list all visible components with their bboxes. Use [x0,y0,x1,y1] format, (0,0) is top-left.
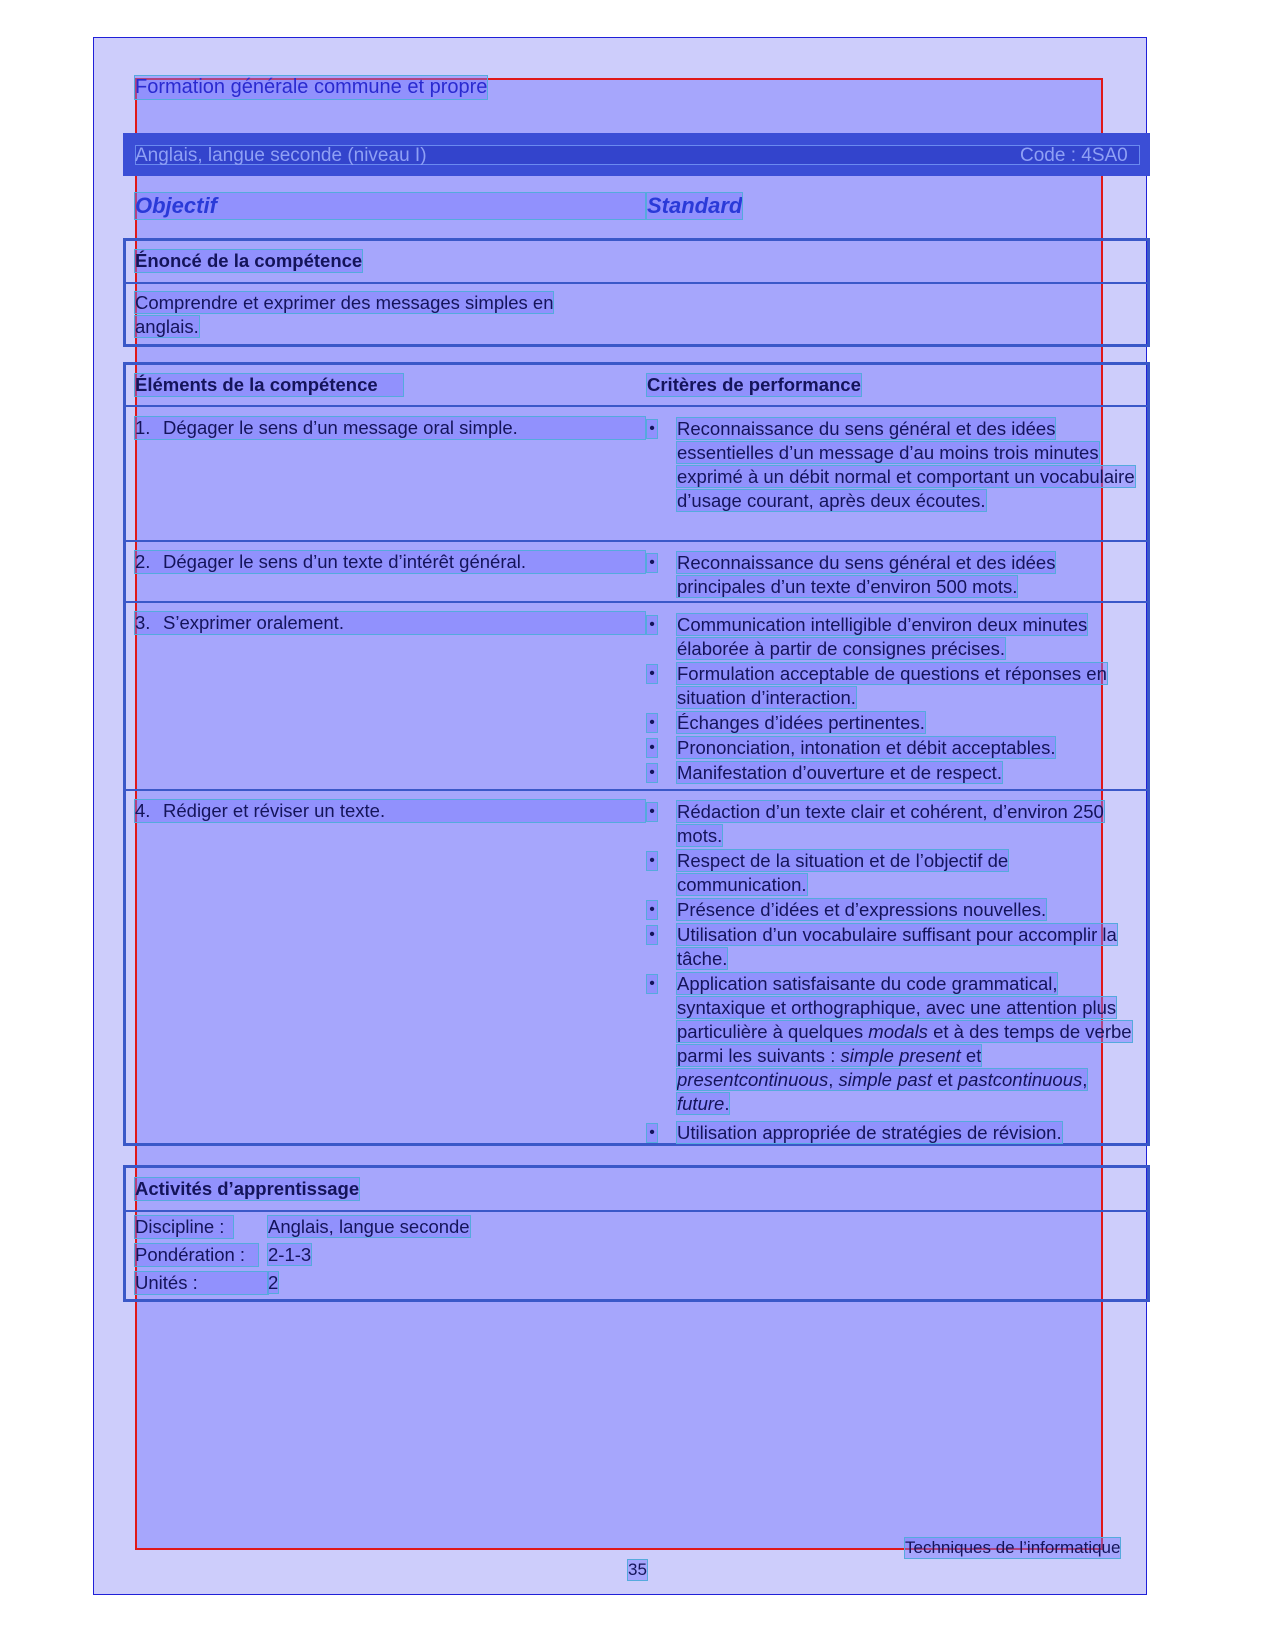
element-text [135,612,645,634]
criterion-text: Utilisation appropriée de stratégies de révision. [677,1122,1062,1143]
criterion-text: Application satisfaisante du code grammatical, syntaxique et orthographique, avec une attention plus particulière à quelques modals et à des temps de verbe parmi les suivants : simple present et presentcontinuous, simple past et pastcontinuous, future. [677,973,1132,1114]
criterion-item [677,613,1137,661]
element-number: 3. [135,612,151,633]
discipline-label: Discipline : [135,1216,233,1238]
bullet-icon: • [647,616,657,634]
competence-heading: Énoncé de la compétence [135,250,363,271]
table-header-separator [123,405,1150,407]
criterion-text: Échanges d’idées pertinentes. [677,712,925,733]
criterion-text: Prononciation, intonation et débit acceptables. [677,737,1056,758]
element-text [135,417,645,439]
criterion-text: Reconnaissance du sens général et des idées essentielles d’un message d’au moins trois minutes exprimé à un débit normal et comportant un vocabulaire d’usage courant, après deux écoutes. [677,418,1135,511]
competence-text-content: Comprendre et exprimer des messages simples en anglais. [135,292,554,337]
row-separator [123,601,1150,603]
competence-text [135,291,605,339]
ponderation-value: 2-1-3 [268,1244,312,1265]
criteria-column-heading: Critères de performance [647,374,861,395]
unites-value: 2 [268,1272,279,1293]
criterion-text: Respect de la situation et de l’objectif de communication. [677,850,1009,895]
ponderation-label: Pondération : [135,1244,258,1266]
unites-row [135,1272,278,1294]
bullet-icon: • [647,665,657,683]
criterion-text: Manifestation d’ouverture et de respect. [677,762,1002,783]
criterion-item [677,662,1137,710]
row-separator [123,789,1150,791]
criterion-text: Présence d’idées et d’expressions nouvelles. [677,899,1047,920]
criterion-item [677,800,1137,848]
element-item [135,417,645,439]
element-number: 2. [135,551,151,572]
activities-heading: Activités d’apprentissage [135,1178,360,1199]
element-item [135,612,645,634]
document-heading: Formation générale commune et propre [135,76,488,98]
bullet-icon: • [647,739,657,757]
element-label: Dégager le sens d’un texte d’intérêt général. [163,551,527,572]
criterion-item [677,711,1137,735]
element-text [135,551,645,573]
bullet-icon: • [647,764,657,782]
criterion-item [677,551,1137,599]
criterion-text: Communication intelligible d’environ deux minutes élaborée à partir de consignes précises. [677,614,1088,659]
element-item [135,551,645,573]
bullet-icon: • [647,420,657,438]
criterion-item [677,417,1137,513]
element-label: Rédiger et réviser un texte. [163,800,386,821]
criterion-item [677,1121,1137,1145]
criterion-item [677,761,1137,785]
bullet-icon: • [647,975,657,993]
bullet-icon: • [647,554,657,572]
element-number: 1. [135,417,151,438]
criterion-item [677,898,1137,922]
standard-heading: Standard [647,193,743,218]
criterion-text: Formulation acceptable de questions et réponses en situation d’interaction. [677,663,1107,708]
criterion-text: Rédaction d’un texte clair et cohérent, d’environ 250 mots. [677,801,1104,846]
element-label: S’exprimer oralement. [163,612,344,633]
element-number: 4. [135,800,151,821]
ponderation-row [135,1244,311,1266]
course-title: Anglais, langue seconde (niveau I) [135,145,427,166]
element-label: Dégager le sens d’un message oral simple. [163,417,518,438]
page-number: 35 [628,1560,647,1579]
course-code: Code : 4SA0 [1020,145,1128,166]
criterion-item [677,972,1137,1116]
bullet-icon: • [647,803,657,821]
bullet-icon: • [647,901,657,919]
bullet-icon: • [647,852,657,870]
objectif-heading: Objectif [135,193,645,219]
criterion-item [677,923,1137,971]
bullet-icon: • [647,1124,657,1142]
bullet-icon: • [647,926,657,944]
element-text [135,800,645,822]
bullet-icon: • [647,714,657,732]
criterion-text: Reconnaissance du sens général et des idées principales d’un texte d’environ 500 mots. [677,552,1056,597]
competence-separator [123,282,1150,284]
activities-separator [123,1210,1150,1212]
criterion-item [677,849,1137,897]
unites-label: Unités : [135,1272,268,1294]
element-item [135,800,645,822]
discipline-row [135,1216,470,1238]
elements-column-heading: Éléments de la compétence [135,374,403,396]
criterion-text: Utilisation d’un vocabulaire suffisant pour accomplir la tâche. [677,924,1117,969]
discipline-value: Anglais, langue seconde [268,1216,470,1237]
criterion-item [677,736,1137,760]
footer-program: Techniques de l’informatique [905,1538,1121,1557]
row-separator [123,540,1150,542]
